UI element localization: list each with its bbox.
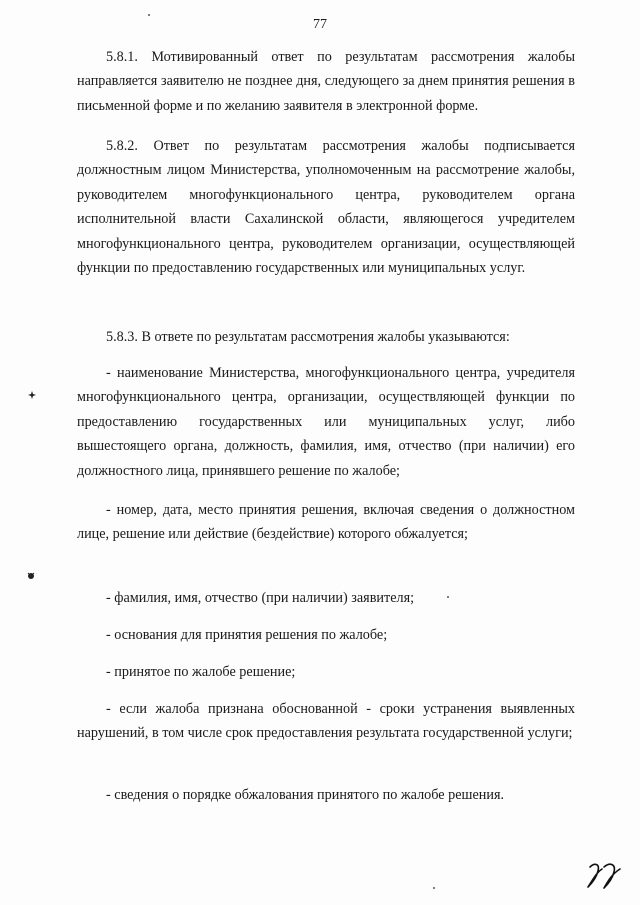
scan-speck	[148, 14, 150, 16]
list-item-number-date: - номер, дата, место принятия решения, включая сведения о должностном лице, решение или действие (бездействие) которого обжалуется;	[77, 502, 575, 543]
paragraph-5-8-2: 5.8.2. Ответ по результатам рассмотрения жалобы подписывается должностным лицом Министерства, уполномоченным на рассмотрение жалобы, руководителем многофункционального центра, руководителем органа исполнительной власти Сахалинской области, являющегося учредителем многофункционального центра, руководителем организации, осуществляющей функции по предоставлению государственных или муниципальных услуг.	[77, 138, 575, 277]
list-item-name: - наименование Министерства, многофункционального центра, учредителя многофункционального центра, организации, осуществляющей функции по предоставлению государственных или муниципальных услуг, либо вышестоящего органа, должность, фамилия, имя, отчество (при наличии) его должностного лица, принявшего решение по жалобе;	[77, 365, 575, 479]
ink-blot-icon	[27, 390, 37, 400]
list-item-grounds: - основания для принятия решения по жалобе;	[106, 627, 388, 643]
paragraph-5-8-1: 5.8.1. Мотивированный ответ по результатам рассмотрения жалобы направляется заявителю не позднее дня, следующего за днем принятия решения в письменной форме и по желанию заявителя в электронной форме.	[77, 49, 575, 114]
paragraph-5-8-3: 5.8.3. В ответе по результатам рассмотрения жалобы указываются:	[106, 329, 510, 345]
ink-blot-icon	[26, 571, 36, 581]
list-item-applicant-name: - фамилия, имя, отчество (при наличии) заявителя;	[106, 590, 415, 606]
scan-speck	[447, 596, 449, 598]
scan-speck	[433, 887, 435, 889]
list-item-decision: - принятое по жалобе решение;	[106, 664, 296, 680]
page-number: 77	[313, 17, 327, 32]
list-item-deadlines: - если жалоба признана обоснованной - сроки устранения выявленных нарушений, в том числе срок предоставления результата государственной услуги;	[77, 701, 575, 742]
handwritten-initials-icon	[584, 859, 624, 891]
list-item-appeal-procedure: - сведения о порядке обжалования принятого по жалобе решения.	[106, 787, 505, 803]
